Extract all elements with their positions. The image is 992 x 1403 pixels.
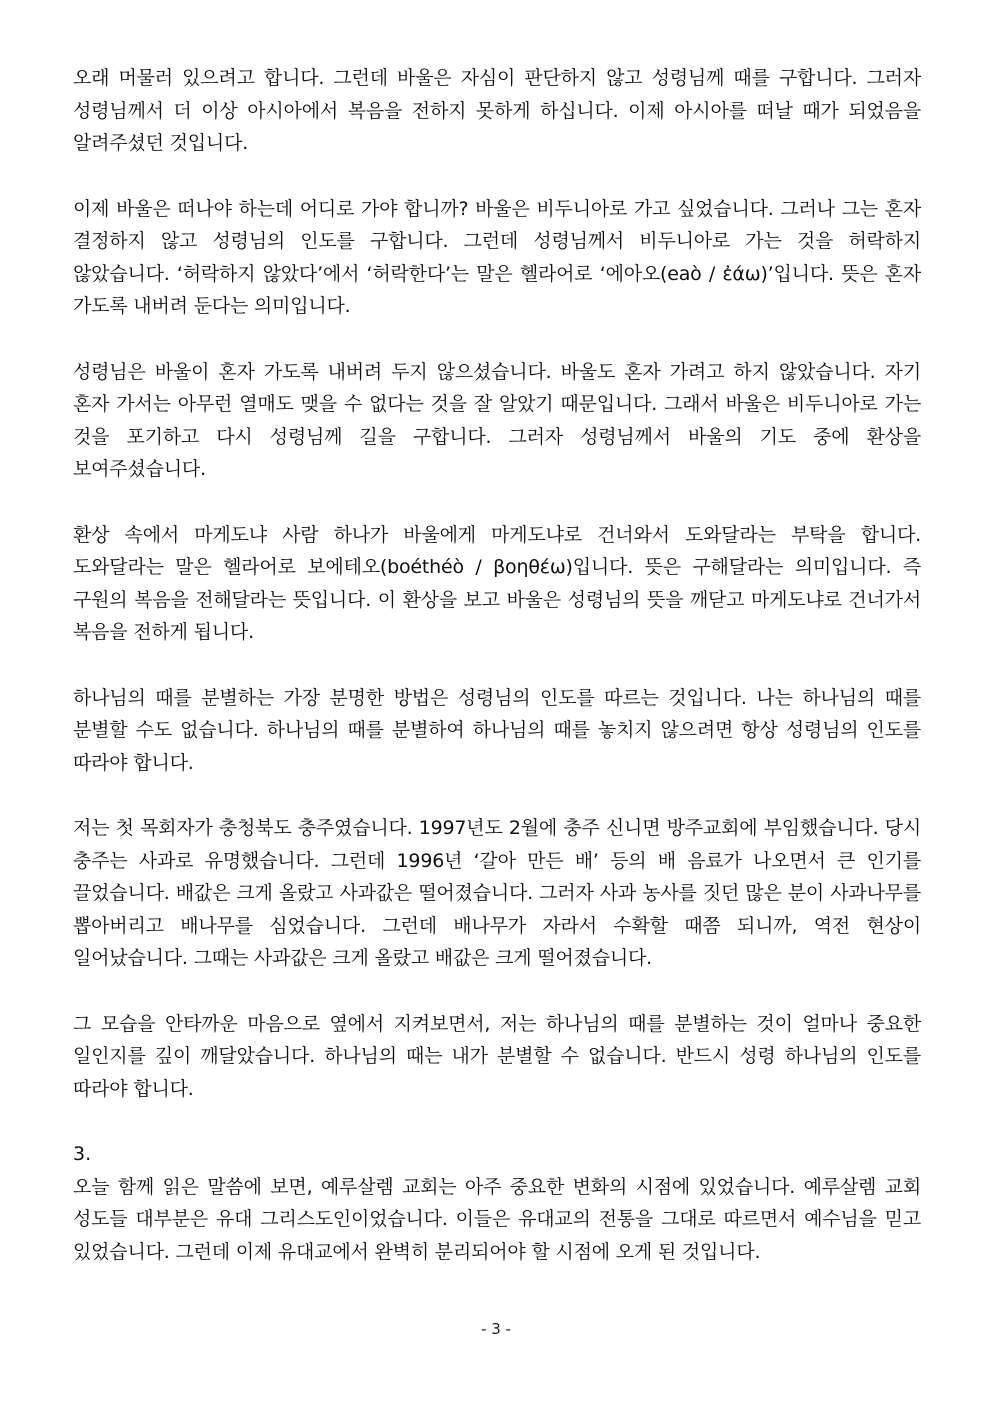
paragraph-1: 오래 머물러 있으려고 합니다. 그런데 바울은 자심이 판단하지 않고 성령님께 때를 구합니다. 그러자 성령님께서 더 이상 아시아에서 복음을 전하지 못하게 하십니다. 이제 아시아를 떠날 때가 되었음을 알려주셨던 것입니다. [73,67,921,154]
paragraph-2: 이제 바울은 떠나야 하는데 어디로 가야 합니까? 바울은 비두니아로 가고 싶었습니다. 그러나 그는 혼자 결정하지 않고 성령님의 인도를 구합니다. 그런데 성령님께서 비두니아로 가는 것을 허락하지 않았습니다. ‘허락하지 않았다’에서 ‘허락한다’는 말은 헬라어로 ‘에아오(eaò / ἐάω)’입니다. 뜻은 혼자 가도록 내버려 둔다는 의미입니다. [73,197,921,317]
page-number: - 3 - [481,1320,511,1338]
paragraph-4: 환상 속에서 마게도냐 사람 하나가 바울에게 마게도냐로 건너와서 도와달라는 부탁을 합니다. 도와달라는 말은 헬라어로 보에테오(boéthéò / βοηθέω)입니다. 뜻은 구해달라는 의미입니다. 즉 구원의 복음을 전해달라는 뜻입니다. 이 환상을 보고 바울은 성령님의 뜻을 깨닫고 마게도냐로 건너가서 복음을 전하게 됩니다. [73,523,921,643]
document-body [73,62,921,1301]
paragraph-5: 하나님의 때를 분별하는 가장 분명한 방법은 성령님의 인도를 따르는 것입니다. 나는 하나님의 때를 분별할 수도 없습니다. 하나님의 때를 분별하여 하나님의 때를 놓치지 않으려면 항상 성령님의 인도를 따라야 합니다. [73,686,921,774]
section-number: 3. [73,1143,92,1165]
paragraph-3: 성령님은 바울이 혼자 가도록 내버려 두지 않으셨습니다. 바울도 혼자 가려고 하지 않았습니다. 자기 혼자 가서는 아무런 열매도 맺을 수 없다는 것을 잘 알았기 때문입니다. 그래서 바울은 비두니아로 가는 것을 포기하고 다시 성령님께 길을 구합니다. 그러자 성령님께서 바울의 기도 중에 환상을 보여주셨습니다. [73,360,921,480]
paragraph-6: 저는 첫 목회자가 충청북도 충주였습니다. 1997년도 2월에 충주 신니면 방주교회에 부임했습니다. 당시 충주는 사과로 유명했습니다. 그런데 1996년 ‘갈아 만든 배’ 등의 배 음료가 나오면서 큰 인기를 끌었습니다. 배값은 크게 올랐고 사과값은 떨어졌습니다. 그러자 사과 농사를 짓던 많은 분이 사과나무를 뽑아버리고 배나무를 심었습니다. 그런데 배나무가 자라서 수확할 때쯤 되니까, 역전 현상이 일어났습니다. 그때는 사과값은 크게 올랐고 배값은 크게 떨어졌습니다. [73,817,921,969]
paragraph-7: 그 모습을 안타까운 마음으로 옆에서 지켜보면서, 저는 하나님의 때를 분별하는 것이 얼마나 중요한 일인지를 깊이 깨달았습니다. 하나님의 때는 내가 분별할 수 없습니다. 반드시 성령 하나님의 인도를 따라야 합니다. [73,1012,921,1100]
paragraph-8: 오늘 함께 읽은 말씀에 보면, 예루살렘 교회는 아주 중요한 변화의 시점에 있었습니다. 예루살렘 교회 성도들 대부분은 유대 그리스도인이었습니다. 이들은 유대교의 전통을 그대로 따르면서 예수님을 믿고 있었습니다. 그런데 이제 유대교에서 완벽히 분리되어야 할 시점에 오게 된 것입니다. [73,1175,921,1263]
